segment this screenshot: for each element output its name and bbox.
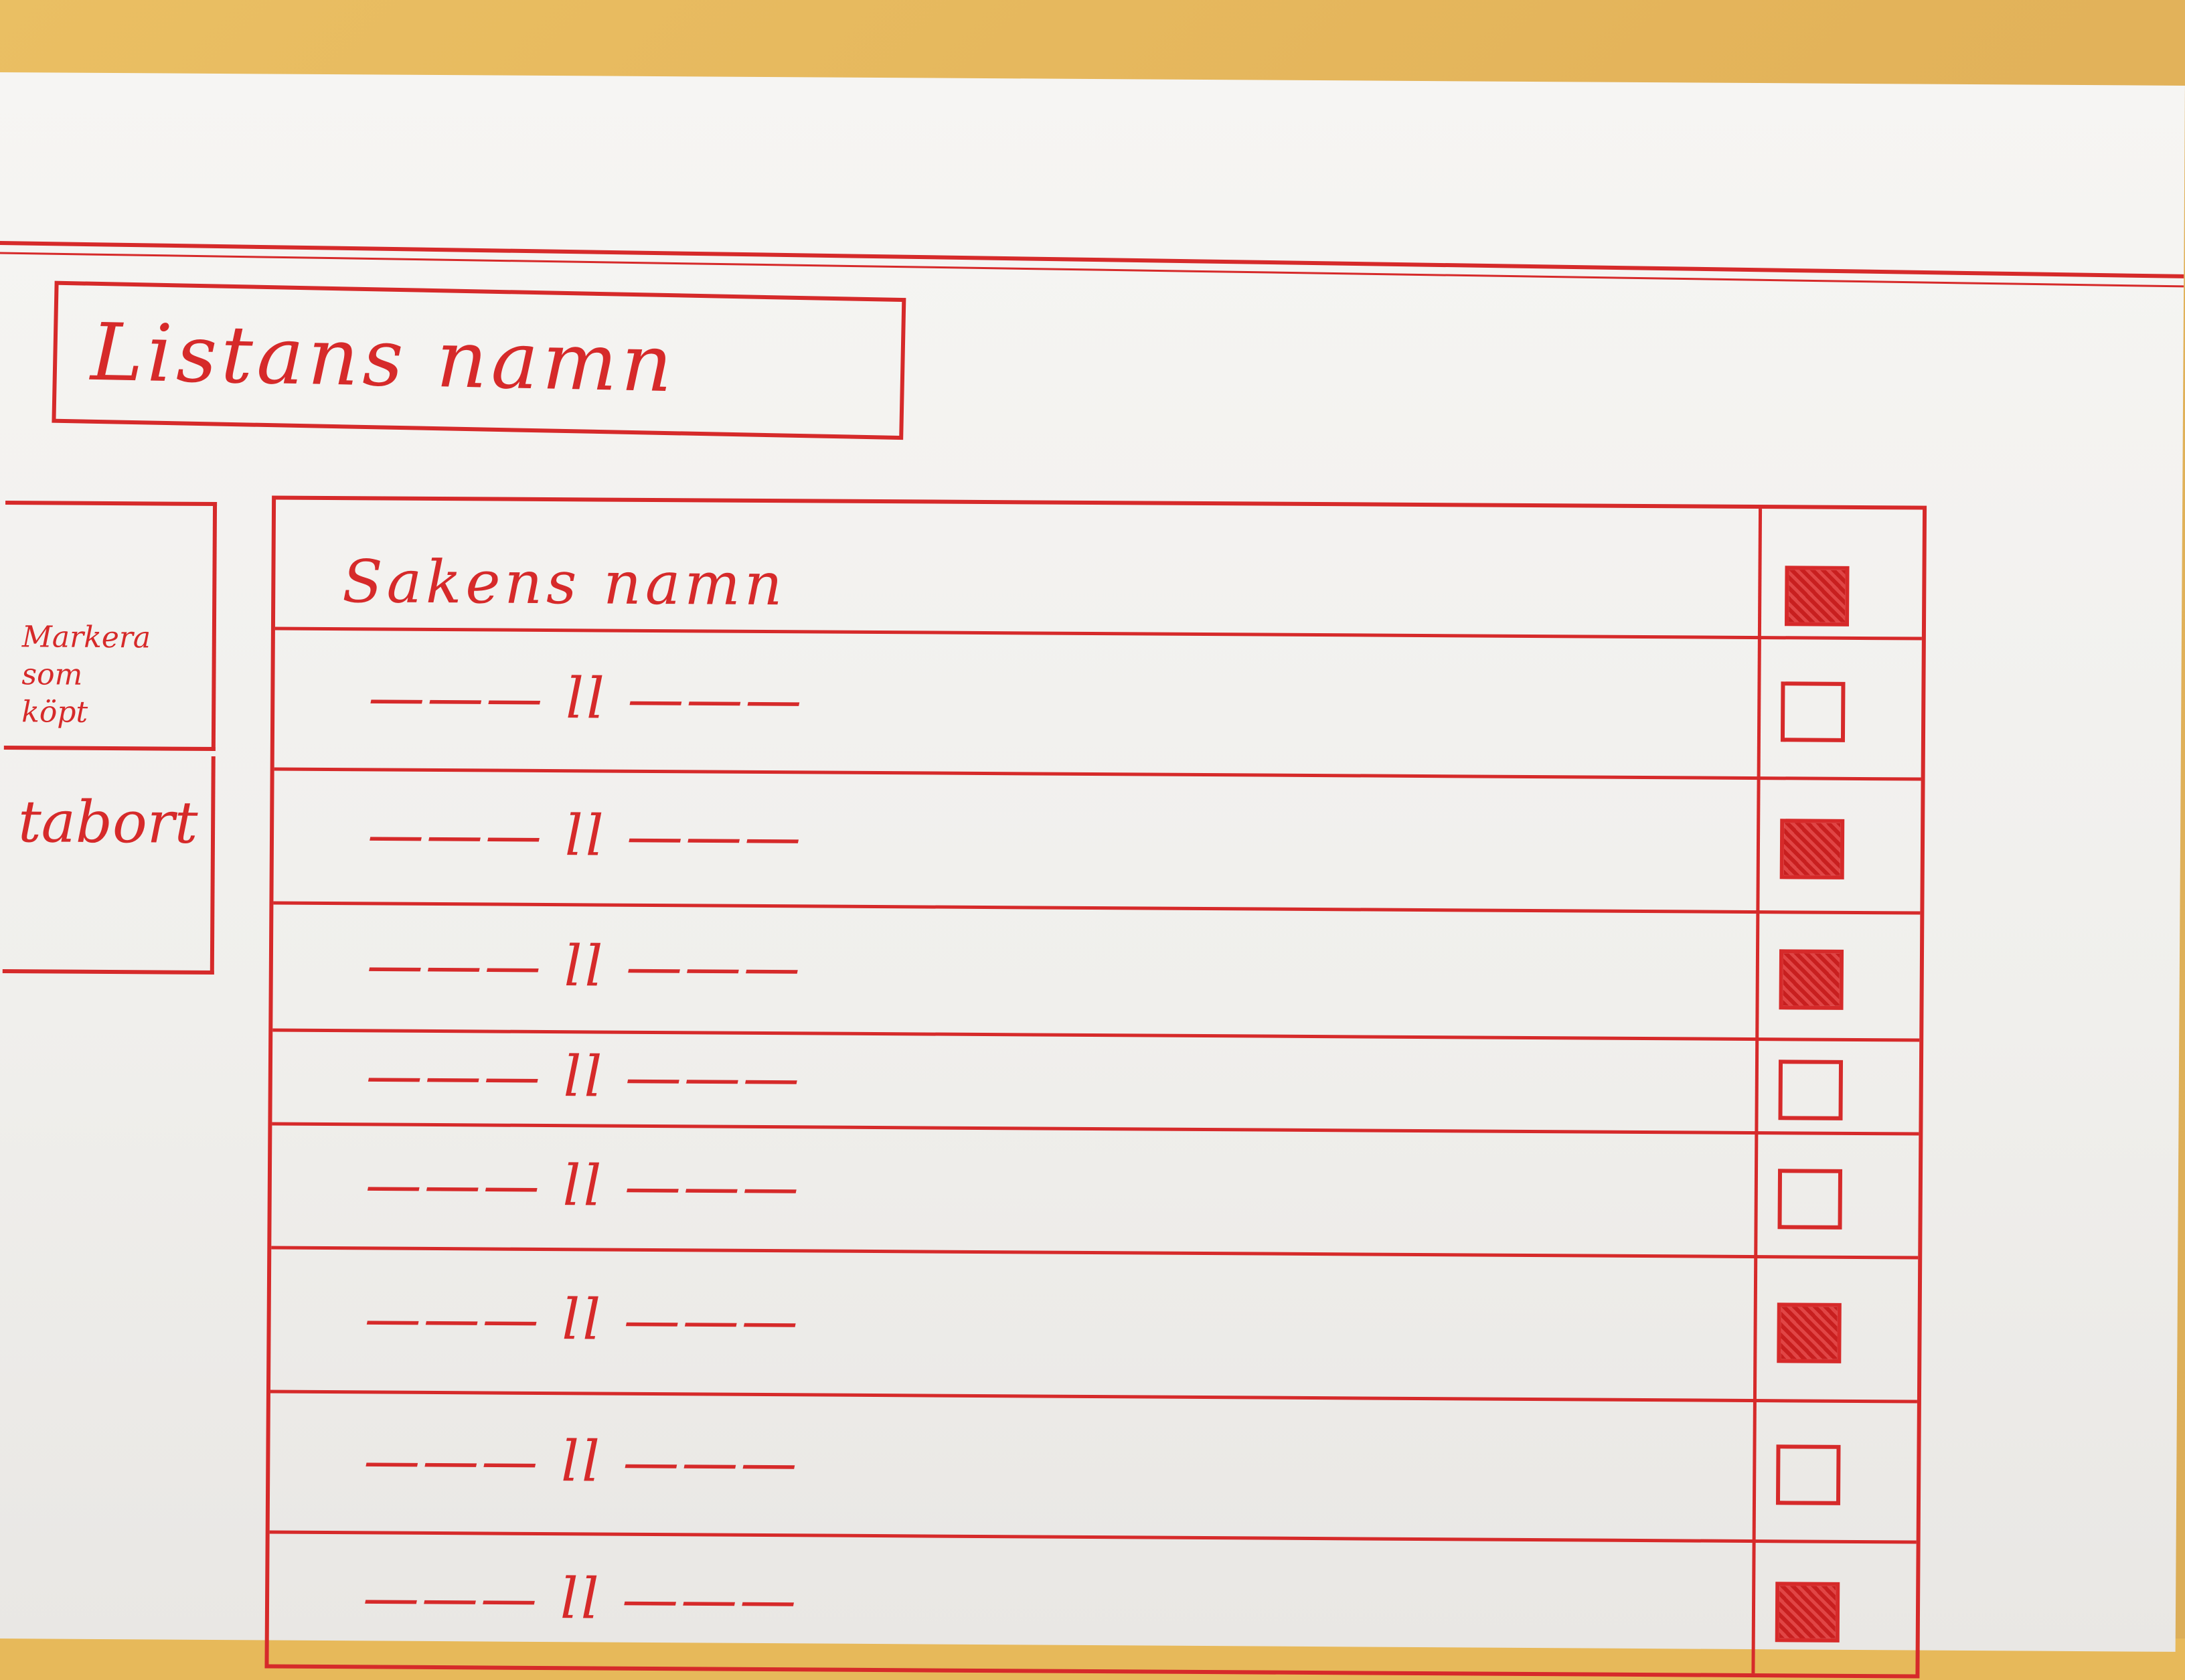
list-title: Listans namn: [90, 305, 677, 410]
header-checkbox[interactable]: [1785, 566, 1850, 626]
mark-bought-button[interactable]: [4, 501, 217, 751]
item-checkbox[interactable]: [1775, 1582, 1840, 1643]
item-checkbox[interactable]: [1781, 681, 1846, 742]
item-name-placeholder: ——— ll ———: [363, 1427, 800, 1496]
table-row[interactable]: [268, 1531, 1916, 1678]
item-name-placeholder: ——— ll ———: [367, 801, 804, 870]
item-name-header: Sakens namn: [342, 547, 787, 619]
mark-bought-label: [21, 618, 151, 732]
table-row[interactable]: [270, 1246, 1918, 1404]
table-row[interactable]: [274, 627, 1922, 781]
item-name-placeholder: ——— ll ———: [368, 664, 805, 733]
item-name-placeholder: ——— ll ———: [364, 1285, 801, 1354]
sketch-paper: [0, 72, 2185, 1652]
item-name-placeholder: ——— ll ———: [365, 1151, 802, 1220]
item-name-placeholder: ——— ll ———: [366, 1042, 803, 1111]
mark-bought-line-3: köpt: [21, 695, 88, 730]
mark-bought-line-1: Markera: [21, 620, 151, 655]
item-checkbox[interactable]: [1777, 1303, 1842, 1363]
item-name-placeholder: ——— ll ———: [362, 1564, 799, 1633]
mark-bought-line-2: som: [21, 657, 83, 692]
table-row[interactable]: [271, 1122, 1919, 1260]
items-table: [264, 495, 1927, 1678]
item-checkbox[interactable]: [1776, 1444, 1841, 1505]
list-title-box[interactable]: [52, 281, 906, 440]
item-checkbox[interactable]: [1779, 949, 1844, 1010]
item-checkbox[interactable]: [1780, 819, 1845, 879]
table-row[interactable]: [270, 1390, 1917, 1544]
item-checkbox[interactable]: [1777, 1169, 1842, 1230]
remove-label: tabort: [17, 788, 198, 857]
table-row[interactable]: [272, 1029, 1919, 1136]
table-row[interactable]: [273, 768, 1921, 915]
remove-button[interactable]: [3, 755, 216, 975]
item-name-placeholder: ——— ll ———: [366, 932, 803, 1001]
table-row[interactable]: [272, 902, 1920, 1042]
item-checkbox[interactable]: [1778, 1060, 1843, 1120]
